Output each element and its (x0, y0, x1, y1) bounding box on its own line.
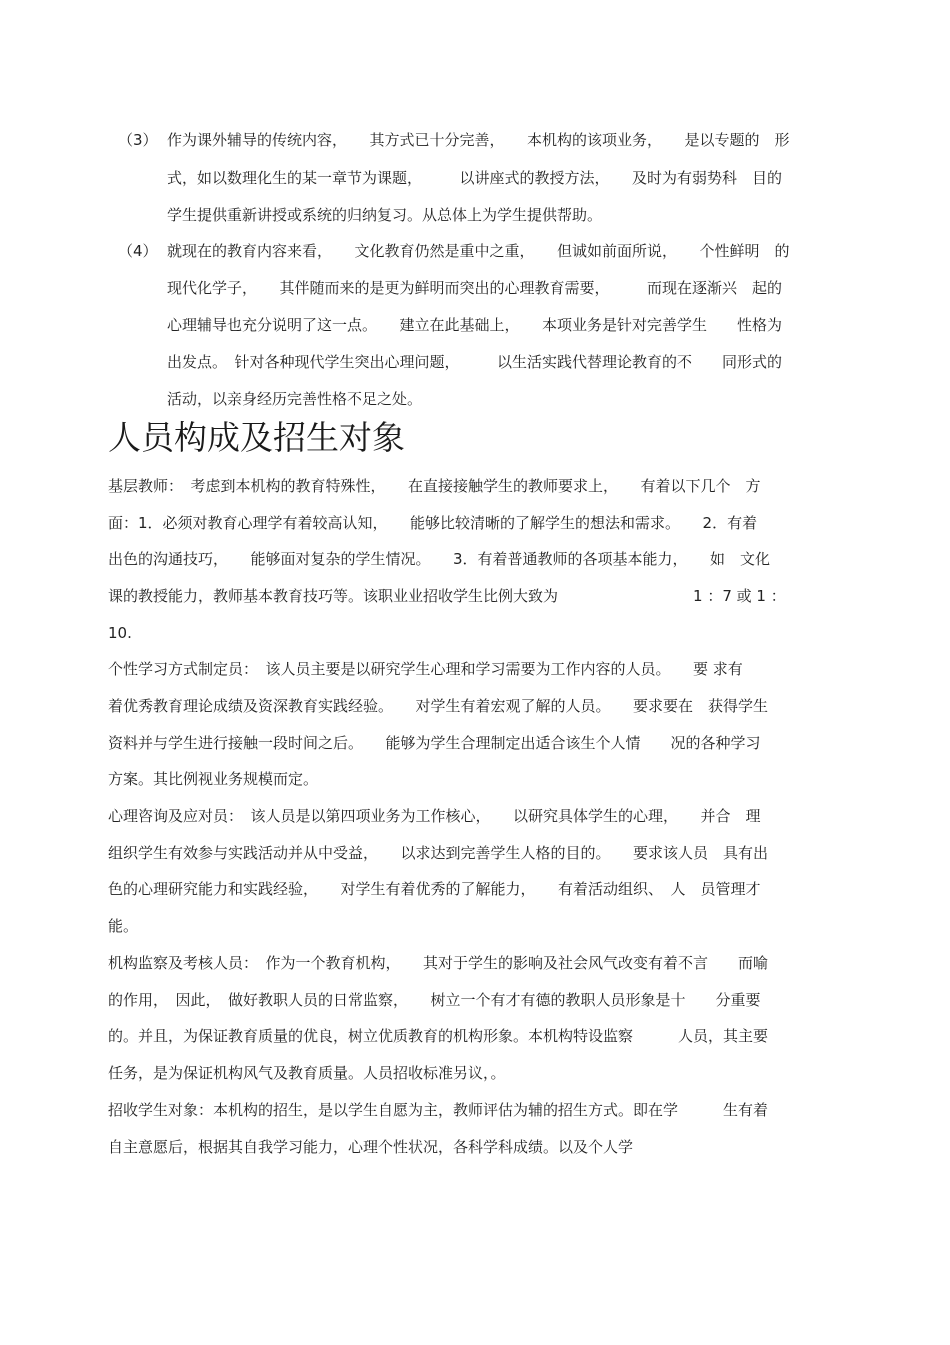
text-line: 资料并与学生进行接触一段时间之后。 能够为学生合理制定出适合该生个人情 况的各种学习 (108, 734, 761, 752)
text-line: 作为课外辅导的传统内容， 其方式已十分完善， 本机构的该项业务， 是以专题的 形 (167, 131, 790, 149)
text-line: 出发点。 针对各种现代学生突出心理问题， 以生活实践代替理论教育的不 同形式的 (167, 353, 783, 371)
text-line: 课的教授能力，教师基本教育技巧等。该职业业招收学生比例大致为 1 ：7 或 1 ： (108, 587, 786, 605)
text-line: 机构监察及考核人员： 作为一个教育机构， 其对于学生的影响及社会风气改变有着不言 而喻 (108, 954, 769, 972)
text-line: 的。并且，为保证教育质量的优良，树立优质教育的机构形象。本机构特设监察 人员，其主要 (108, 1027, 769, 1045)
text-line: 组织学生有效参与实践活动并从中受益， 以求达到完善学生人格的目的。 要求该人员 具有出 (108, 844, 769, 862)
text-line: 10. (108, 624, 132, 642)
text-line: 的作用， 因此， 做好教职人员的日常监察， 树立一个有才有德的教职人员形象是十 分重要 (108, 991, 761, 1009)
text-line: 任务，是为保证机构风气及教育质量。人员招收标准另议，。 (108, 1064, 506, 1082)
section-heading: 人员构成及招生对象 (108, 418, 405, 457)
text-line: 学生提供重新讲授或系统的归纳复习。从总体上为学生提供帮助。 (167, 206, 603, 224)
text-line: 能。 (108, 917, 139, 935)
text-line: 心理辅导也充分说明了这一点。 建立在此基础上， 本项业务是针对完善学生 性格为 (167, 316, 783, 334)
text-line: 着优秀教育理论成绩及资深教育实践经验。 对学生有着宏观了解的人员。 要求要在 获得学生 (108, 697, 769, 715)
text-line: 基层教师： 考虑到本机构的教育特殊性， 在直接接触学生的教师要求上， 有着以下几个 方 (108, 477, 761, 495)
text-line: 现代化学子， 其伴随而来的是更为鲜明而突出的心理教育需要， 而现在逐渐兴 起的 (167, 279, 783, 297)
text-line: 招收学生对象：本机构的招生，是以学生自愿为主，教师评估为辅的招生方式。即在学 生有着 (108, 1101, 769, 1119)
text-line: 面：1．必须对教育心理学有着较高认知， 能够比较清晰的了解学生的想法和需求。 2．有着 (108, 514, 758, 532)
text-line: 式，如以数理化生的某一章节为课题， 以讲座式的教授方法， 及时为有弱势科 目的 (167, 169, 783, 187)
text-line: 就现在的教育内容来看， 文化教育仍然是重中之重， 但诚如前面所说， 个性鲜明 的 (167, 242, 790, 260)
text-line: 活动，以亲身经历完善性格不足之处。 (167, 390, 423, 408)
text-line: 个性学习方式制定员： 该人员主要是以研究学生心理和学习需要为工作内容的人员。 要 求有 (108, 660, 743, 678)
list-number: （4） (118, 242, 158, 260)
text-line: 色的心理研究能力和实践经验， 对学生有着优秀的了解能力， 有着活动组织、 人 员管理才 (108, 880, 761, 898)
text-line: 出色的沟通技巧， 能够面对复杂的学生情况。 3．有着普通教师的各项基本能力， 如 文化 (108, 550, 771, 568)
text-line: 方案。其比例视业务规模而定。 (108, 770, 319, 788)
text-line: 自主意愿后，根据其自我学习能力，心理个性状况，各科学科成绩。以及个人学 (108, 1138, 634, 1156)
text-line: 心理咨询及应对员： 该人员是以第四项业务为工作核心， 以研究具体学生的心理， 并合 理 (108, 807, 761, 825)
list-number: （3） (118, 131, 158, 149)
